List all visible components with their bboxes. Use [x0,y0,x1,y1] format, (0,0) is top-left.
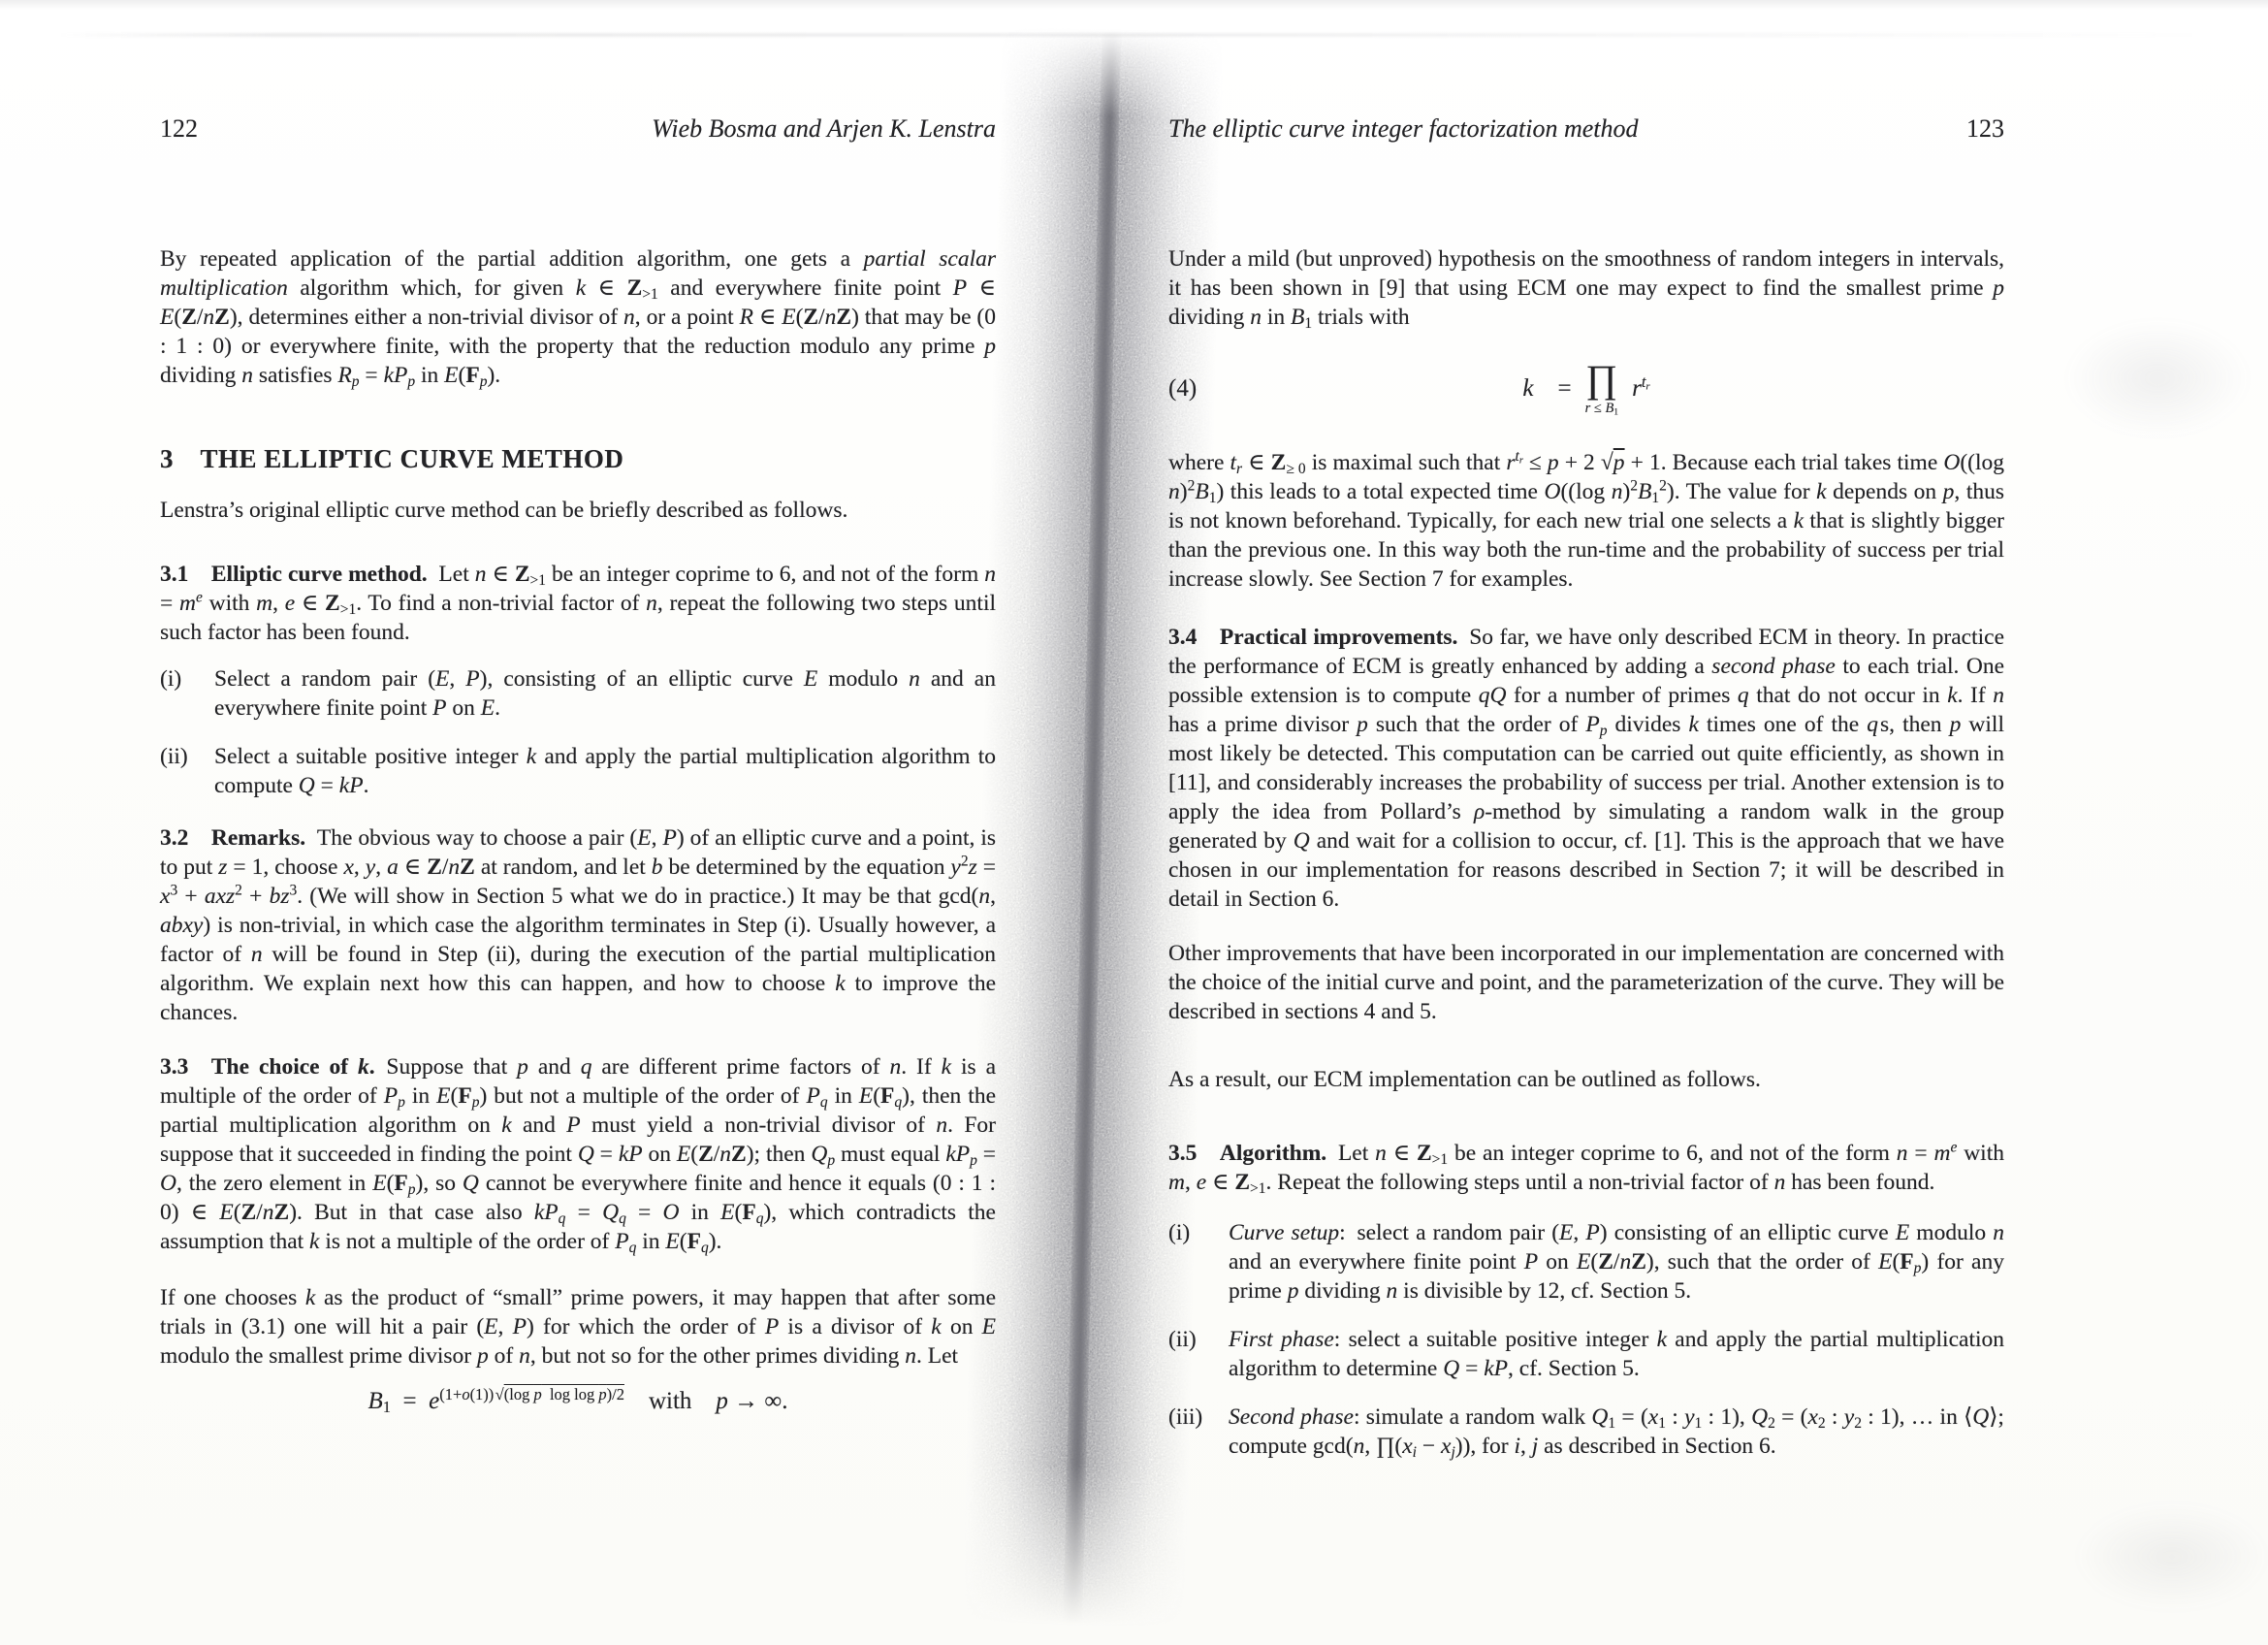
equation-number: (4) [1168,375,1198,402]
product-limits: $r \le B_1$ [1584,401,1619,418]
paragraph-where-tr: where $t_r$ ∈ $Z_{\ge 0}$ is maximal such that $r^{t_r} \le p + 2$ √p + 1. Because each trial takes time O((log $n)^2B_1$) this leads to a total expected time O((log $n)^2B_1^2$). The value for k depends on p, thus is not known beforehand. Typically, for each new trial one selects a k that is slightly bigger than the previous one. In this way both the run-time and the probability of success per trial increase slowly. See Section 7 for examples. [1168,448,2005,592]
page-123 [1168,114,2004,1461]
paragraph-3-5-algorithm: 3.5 Algorithm. Let n ∈ $Z_{>1}$ be an integer coprime to 6, and not of the form $n = m^e$ with m, e ∈ $Z_{>1}$. Repeat the following steps until a non-trivial factor of n has been found. [1168,1139,2004,1197]
step-ii-text: First phase: select a suitable positive integer k and apply the partial multiplication algorithm to determine Q = kP, cf. Section 5. [1229,1327,2005,1381]
paragraph-lead: Lenstra’s original elliptic curve method can be briefly described as follows. [160,498,848,523]
paragraph-as-a-result: As a result, our ECM implementation can be outlined as follows. [1168,1067,1761,1092]
equation-b1: $B_1$ = $e^{(1+o(1)) √(log p log log p)/2}$ with p → ∞. [367,1384,788,1417]
paragraph-3-1-elliptic-curve-method: 3.1 Elliptic curve method. Let n ∈ $Z_{>1}$ be an integer coprime to 6, and not of the form $n = m^e$ with m, e ∈ $Z_{>1}$. To find a non-trivial factor of n, repeat the following two steps until such factor has been found. [160,562,997,645]
equation-4 [1168,357,2004,418]
paragraph-3-3-choice-of-k: 3.3 The choice of k. Suppose that p and q are different prime factors of n. If k is a multiple of the order of $P_p$ in $E(F_p)$ but not a multiple of the order of $P_q$ in $E(F_q)$, then the partial multiplication algorithm on k and P must yield a non-trivial divisor of n. For suppose that it succeeded in finding the point Q = kP on E(Z/nZ); then $Q_p$ must equal $kP_p = O$, the zero element in $E(F_p)$, so Q cannot be everywhere finite and hence it equals (0 : 1 : 0) ∈ E(Z/nZ). But in that case also $kP_q = Q_q = O$ in $E(F_q)$, which contradicts the assumption that k is not a multiple of the order of $P_q$ in $E(F_q)$. [160,1054,997,1256]
equation-4-lhs: k = [1522,375,1572,402]
page-122 [160,114,996,1415]
right-page-header [1168,114,2004,144]
algorithm-step-iii [1168,1403,2004,1461]
item-i-label: (i) [160,666,182,692]
list-item-i [160,664,996,723]
step-i-label: (i) [1168,1220,1191,1245]
algorithm-step-ii [1168,1325,2004,1383]
paragraph-small-prime-powers: If one chooses k as the product of “small” prime powers, it may happen that after some trials in (3.1) one will hit a pair (E, P) for which the order of P is a divisor of k on E modulo the smallest prime divisor p of n, but not so for the other primes dividing n. Let [160,1285,997,1369]
scan-edge-shadow-top [0,0,2268,10]
item-ii-label: (ii) [160,744,188,769]
item-i-text: Select a random pair (E, P), consisting of an elliptic curve E modulo n and an everywhere finite point P on E. [214,666,996,721]
paragraph-partial-scalar: By repeated application of the partial addition algorithm, one gets a partial scalar multiplication algorithm which, for given k ∈ $Z_{>1}$ and everywhere finite point P ∈ E(Z/nZ), determines either a non-trivial divisor of n, or a point R ∈ E(Z/nZ) that may be (0 : 1 : 0) or everywhere finite, with the property that the reduction modulo any prime p dividing n satisfies $R_p = kP_p$ in $E(F_p)$. [160,246,996,390]
step-iii-text: Second phase: simulate a random walk $Q_1 = (x_1$ : $y_1$ : 1), $Q_2 = (x_2$ : $y_2$ : 1), … in ⟨Q⟩; compute gcd(n, $\prod(x_i - x_j)$), for i, j as described in Section 6. [1229,1404,2004,1461]
equation-4-rhs: $r^{t_r}$ [1632,371,1650,402]
paragraph-3-4-practical-improvements: 3.4 Practical improvements. So far, we have only described ECM in theory. In practice the performance of ECM is greatly enhanced by adding a second phase to each trial. One possible extension is to compute qQ for a number of primes q that do not occur in k. If n has a prime divisor p such that the order of $P_p$ divides k times one of the q s, then p will most likely be detected. This computation can be carried out quite efficiently, as shown in [11], and considerably increases the probability of success per trial. Another extension is to apply the idea from Pollard’s ρ-method by simulating a random walk in the group generated by Q and wait for a collision to occur, cf. [1]. This is the approach that we have chosen in our implementation for reasons described in Section 7; it will be described in detail in Section 6. [1168,625,2005,912]
left-page-header [160,114,996,144]
equation-4-formula [1236,357,1936,418]
scan-bleed-artifact [2075,1503,2268,1610]
step-iii-label: (iii) [1168,1404,1203,1430]
paragraph-other-improvements: Other improvements that have been incorporated in our implementation are concerned with the choice of the initial curve and point, and the parameterization of the curve. They will be described in sections 4 and 5. [1168,941,2004,1024]
running-head-title: The elliptic curve integer factorization method [1168,114,1639,143]
page-number-right: 123 [1966,114,2004,143]
algorithm-step-i [1168,1218,2004,1306]
item-ii-text: Select a suitable positive integer k and apply the partial multiplication algorithm to compute Q = kP. [214,744,996,798]
paragraph-hypothesis: Under a mild (but unproved) hypothesis on the smoothness of random integers in intervals, it has been shown in [9] that using ECM one may expect to find the smallest prime p dividing n in $B_1$ trials with [1168,246,2004,332]
section-3-heading: 3 THE ELLIPTIC CURVE METHOD [160,444,624,473]
step-ii-label: (ii) [1168,1327,1197,1352]
paragraph-3-2-remarks: 3.2 Remarks. The obvious way to choose a pair (E, P) of an elliptic curve and a point, is to put z = 1, choose x, y, a ∈ Z/nZ at random, and let b be determined by the equation $y^2z = x^3 + axz^2 + bz^3$. (We will show in Section 5 what we do in practice.) It may be that gcd(n, abxy) is non-trivial, in which case the algorithm terminates in Step (i). Usually however, a factor of n will be found in Step (ii), during the execution of the partial multiplication algorithm. We explain next how this can happen, and how to choose k to improve the chances. [160,825,997,1025]
list-item-ii [160,742,996,800]
scan-bleed-artifact [2065,320,2250,436]
page-number-left: 122 [160,114,198,143]
running-head-authors: Wieb Bosma and Arjen K. Lenstra [652,114,996,143]
step-i-text: Curve setup: select a random pair (E, P) consisting of an elliptic curve E modulo n and an everywhere finite point P on E(Z/nZ), such that the order of $E(F_p)$ for any prime p dividing n is divisible by 12, cf. Section 5. [1229,1220,2004,1304]
product-symbol: ∏ [1585,357,1618,401]
product-operator [1584,357,1619,418]
